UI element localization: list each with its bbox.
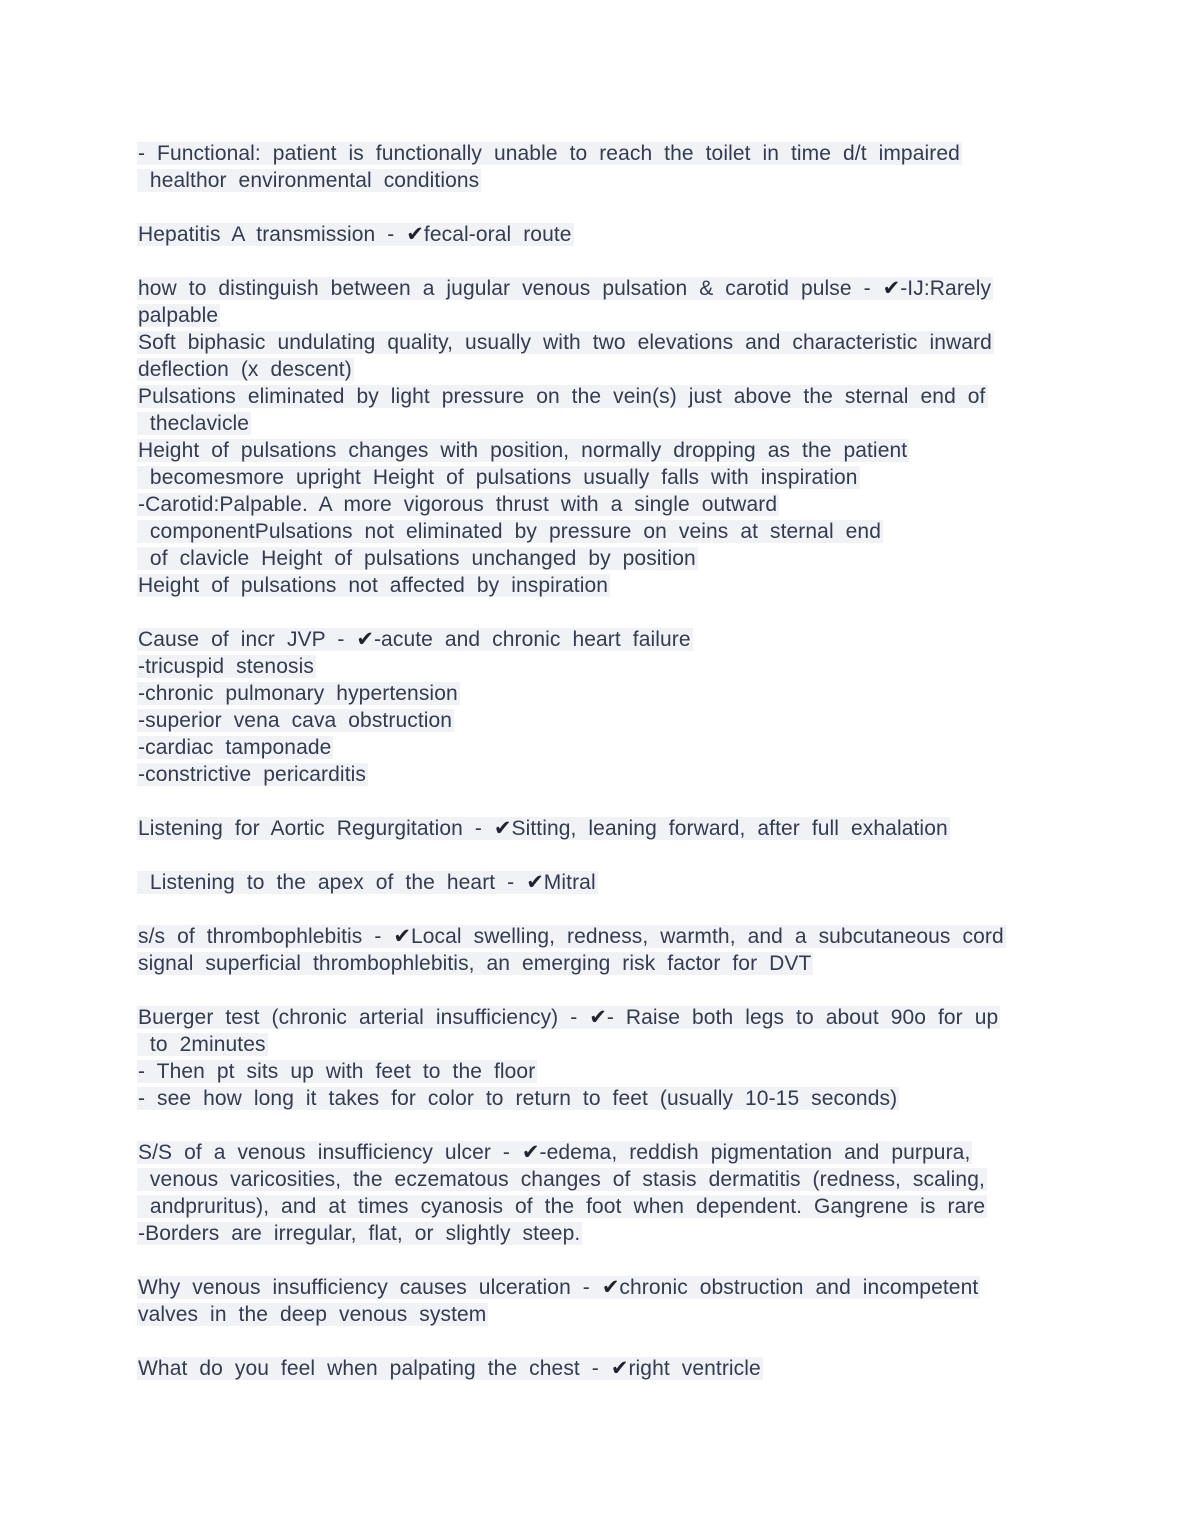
text-line	[138, 626, 1110, 653]
highlighted-text: Why venous insufficiency causes ulceration - ✔chronic obstruction and incompetent	[138, 1275, 979, 1299]
highlighted-text: -Carotid:Palpable. A more vigorous thrust with a single outward	[138, 493, 778, 516]
highlighted-text: Cause of incr JVP - ✔-acute and chronic heart failure	[138, 627, 691, 651]
checkmark-icon: ✔	[601, 1275, 620, 1299]
highlighted-text: to 2minutes	[138, 1033, 266, 1056]
highlighted-text: -cardiac tamponade	[138, 736, 332, 759]
paragraph-block	[138, 1355, 1110, 1382]
text-line	[138, 1139, 1110, 1166]
highlighted-text: s/s of thrombophlebitis - ✔Local swelling, redness, warmth, and a subcutaneous cord	[138, 924, 1004, 948]
text-line	[138, 383, 1110, 410]
paragraph-block	[138, 626, 1110, 788]
highlighted-text: What do you feel when palpating the chest - ✔right ventricle	[138, 1356, 761, 1380]
highlighted-text: Height of pulsations changes with position, normally dropping as the patient	[138, 439, 908, 462]
text-line	[138, 329, 1110, 356]
text-line	[138, 221, 1110, 248]
paragraph-block	[138, 275, 1110, 599]
highlighted-text: theclavicle	[138, 412, 250, 435]
text-line	[138, 1193, 1110, 1220]
highlighted-text: deflection (x descent)	[138, 358, 352, 381]
text-line	[138, 1220, 1110, 1247]
highlighted-text: how to distinguish between a jugular venous pulsation & carotid pulse - ✔-IJ:Rarely	[138, 276, 992, 300]
highlighted-text: componentPulsations not eliminated by pressure on veins at sternal end	[138, 520, 881, 543]
highlighted-text: signal superficial thrombophlebitis, an emerging risk factor for DVT	[138, 952, 812, 975]
text-line	[138, 410, 1110, 437]
text-line	[138, 734, 1110, 761]
highlighted-text: -chronic pulmonary hypertension	[138, 682, 458, 705]
text-line	[138, 275, 1110, 302]
highlighted-text: Pulsations eliminated by light pressure on the vein(s) just above the sternal end of	[138, 385, 986, 408]
text-line	[138, 545, 1110, 572]
text-line	[138, 950, 1110, 977]
paragraph-block	[138, 1274, 1110, 1328]
checkmark-icon: ✔	[356, 627, 374, 651]
highlighted-text: of clavicle Height of pulsations unchanged by position	[138, 547, 696, 570]
text-line	[138, 1166, 1110, 1193]
text-line	[138, 815, 1110, 842]
paragraph-block	[138, 869, 1110, 896]
text-line	[138, 491, 1110, 518]
highlighted-text: healthor environmental conditions	[138, 169, 480, 192]
highlighted-text: -tricuspid stenosis	[138, 655, 314, 678]
paragraph-block	[138, 140, 1110, 194]
highlighted-text: Hepatitis A transmission - ✔fecal-oral route	[138, 222, 572, 246]
highlighted-text: Buerger test (chronic arterial insufficiency) - ✔- Raise both legs to about 90o for up	[138, 1005, 999, 1029]
text-line	[138, 140, 1110, 167]
text-line	[138, 653, 1110, 680]
text-line	[138, 1058, 1110, 1085]
text-line	[138, 1004, 1110, 1031]
checkmark-icon: ✔	[393, 924, 411, 948]
checkmark-icon: ✔	[589, 1005, 607, 1029]
highlighted-text: Soft biphasic undulating quality, usually with two elevations and characteristic inward	[138, 331, 992, 354]
paragraph-block	[138, 1004, 1110, 1112]
highlighted-text: -constrictive pericarditis	[138, 763, 366, 786]
text-line	[138, 1085, 1110, 1112]
highlighted-text: - Then pt sits up with feet to the floor	[138, 1060, 536, 1083]
highlighted-text: Listening to the apex of the heart - ✔Mitral	[138, 870, 596, 894]
checkmark-icon: ✔	[406, 222, 424, 246]
highlighted-text: valves in the deep venous system	[138, 1303, 487, 1326]
text-line	[138, 464, 1110, 491]
highlighted-text: venous varicosities, the eczematous changes of stasis dermatitis (redness, scaling,	[138, 1168, 985, 1191]
text-line	[138, 302, 1110, 329]
text-line	[138, 1355, 1110, 1382]
text-line	[138, 1274, 1110, 1301]
text-line	[138, 707, 1110, 734]
checkmark-icon: ✔	[493, 816, 512, 840]
text-line	[138, 1031, 1110, 1058]
highlighted-text: becomesmore upright Height of pulsations usually falls with inspiration	[138, 466, 858, 489]
highlighted-text: - Functional: patient is functionally unable to reach the toilet in time d/t impaired	[138, 142, 960, 165]
checkmark-icon: ✔	[610, 1356, 629, 1380]
paragraph-block	[138, 815, 1110, 842]
highlighted-text: Height of pulsations not affected by inspiration	[138, 574, 609, 597]
checkmark-icon: ✔	[526, 870, 544, 894]
text-line	[138, 869, 1110, 896]
text-line	[138, 518, 1110, 545]
text-line	[138, 923, 1110, 950]
text-line	[138, 680, 1110, 707]
highlighted-text: Listening for Aortic Regurgitation - ✔Sitting, leaning forward, after full exhalation	[138, 816, 948, 840]
text-line	[138, 356, 1110, 383]
checkmark-icon: ✔	[882, 276, 901, 300]
highlighted-text: -superior vena cava obstruction	[138, 709, 453, 732]
text-line	[138, 167, 1110, 194]
highlighted-text: - see how long it takes for color to return to feet (usually 10-15 seconds)	[138, 1087, 898, 1110]
paragraph-block	[138, 923, 1110, 977]
highlighted-text: palpable	[138, 304, 219, 327]
text-line	[138, 572, 1110, 599]
highlighted-text: S/S of a venous insufficiency ulcer - ✔-edema, reddish pigmentation and purpura,	[138, 1140, 971, 1164]
text-line	[138, 761, 1110, 788]
paragraph-block	[138, 221, 1110, 248]
checkmark-icon: ✔	[521, 1140, 540, 1164]
highlighted-text: -Borders are irregular, flat, or slightly steep.	[138, 1222, 581, 1245]
text-line	[138, 1301, 1110, 1328]
text-line	[138, 437, 1110, 464]
paragraph-block	[138, 1139, 1110, 1247]
highlighted-text: andpruritus), and at times cyanosis of the foot when dependent. Gangrene is rare	[138, 1195, 986, 1218]
